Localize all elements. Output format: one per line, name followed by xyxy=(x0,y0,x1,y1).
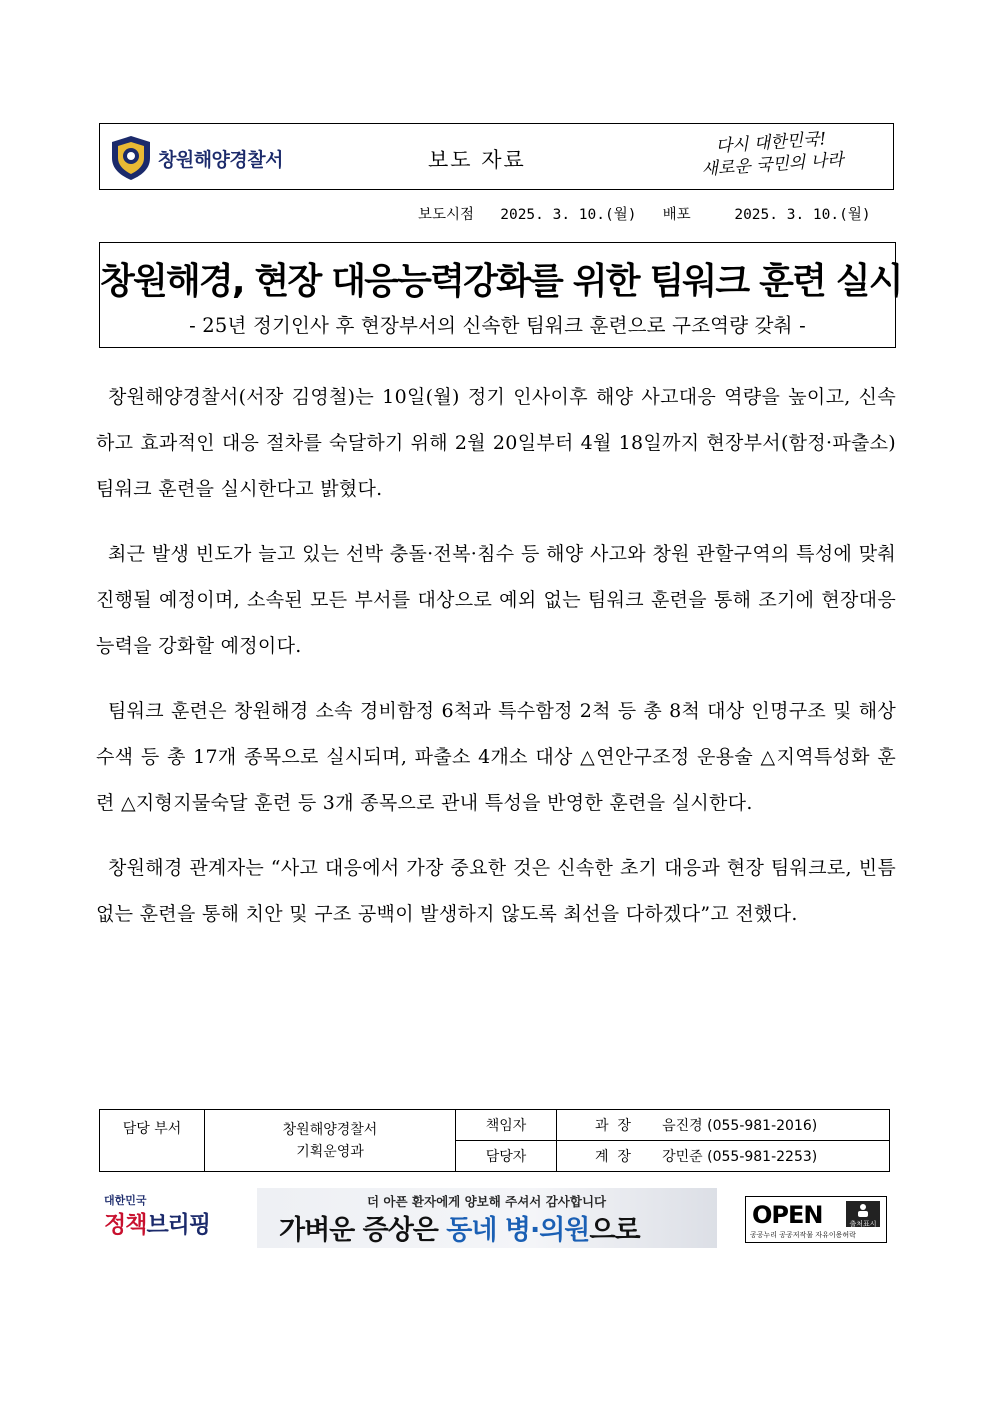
release-label: 보도시점 xyxy=(418,207,475,223)
doc-type: 보도 자료 xyxy=(428,148,526,172)
open-caption: 공공누리 공공저작물 자유이용허락 xyxy=(750,1231,856,1239)
contact-person xyxy=(557,1110,890,1141)
slogan-line-2: 새로운 국민의 나라 xyxy=(700,150,845,180)
contact-title: 과 장 xyxy=(595,1118,631,1134)
header-box xyxy=(99,123,894,190)
paragraph: 팀워크 훈련은 창원해경 소속 경비함정 6척과 특수함정 2척 등 총 8척 대상 인명구조 및 해상수색 등 총 17개 종목으로 실시되며, 파출소 4개소 대상 △연안구조정 운용술 △지역특성화 훈련 △지형지물숙달 훈련 등 3개 종목으로 관내 특성을 반영한 훈련을 실시한다. xyxy=(96,700,896,814)
paragraph: 최근 발생 빈도가 늘고 있는 선박 충돌·전복·침수 등 해양 사고와 창원 관할구역의 특성에 맞춰 진행될 예정이며, 소속된 모든 부서를 대상으로 예외 없는 팀워크 훈련을 통해 조기에 현장대응능력을 강화할 예정이다. xyxy=(96,543,896,657)
contact-person xyxy=(557,1141,890,1172)
table-row xyxy=(100,1110,890,1141)
slogan xyxy=(670,125,873,189)
page-title: 창원해경, 현장 대응능력강화를 위한 팀워크 훈련 실시 xyxy=(100,261,902,302)
person-icon xyxy=(856,1203,870,1217)
paragraph: 창원해경 관계자는 “사고 대응에서 가장 중요한 것은 신속한 초기 대응과 현장 팀워크로, 빈틈없는 훈련을 통해 치안 및 구조 공백이 발생하지 않도록 최선을 다하겠다”고 전했다. xyxy=(96,857,896,925)
release-dates xyxy=(418,203,871,224)
title-box xyxy=(99,242,902,348)
briefing-red: 정책 xyxy=(104,1212,147,1238)
banner-text-b: 으로 xyxy=(589,1215,640,1246)
org-logo xyxy=(110,136,283,180)
distribution-date: 2025. 3. 10.(월) xyxy=(734,207,871,223)
contact-title: 계 장 xyxy=(595,1149,631,1165)
contact-role: 책임자 xyxy=(456,1110,557,1141)
briefing-blue: 브리핑 xyxy=(146,1212,211,1238)
coast-guard-emblem-icon xyxy=(110,136,152,180)
org-name: 창원해양경찰서 xyxy=(158,148,283,171)
page-subtitle: - 25년 정기인사 후 현장부서의 신속한 팀워크 훈련으로 구조역량 갖춰 - xyxy=(189,314,806,337)
slogan-line-1: 다시 대한민국! xyxy=(715,129,827,157)
distribution-label: 배포 xyxy=(662,207,691,223)
contact-table xyxy=(99,1109,890,1172)
banner-text-a: 가벼운 증상은 xyxy=(279,1215,447,1246)
footer xyxy=(100,1188,890,1248)
open-word: OPEN xyxy=(752,1201,823,1229)
open-badge-label: 출처표시 xyxy=(849,1220,877,1228)
briefing-small: 대한민국 xyxy=(104,1194,147,1207)
contact-name: 음진경 (055-981-2016) xyxy=(662,1118,818,1134)
article-body xyxy=(96,374,896,956)
dept-org-line-1: 창원해양경찰서 xyxy=(282,1121,378,1138)
banner-line-2 xyxy=(279,1208,640,1247)
open-license-badge[interactable] xyxy=(745,1196,887,1243)
campaign-banner[interactable] xyxy=(257,1188,717,1248)
open-badge xyxy=(846,1201,880,1227)
dept-org xyxy=(205,1110,456,1172)
paragraph: 창원해양경찰서(서장 김영철)는 10일(월) 정기 인사이후 해양 사고대응 역량을 높이고, 신속하고 효과적인 대응 절차를 숙달하기 위해 2월 20일부터 4월 18일까지 현장부서(함정·파출소) 팀워크 훈련을 실시한다고 밝혔다. xyxy=(96,386,896,500)
contact-name: 강민준 (055-981-2253) xyxy=(662,1149,818,1165)
release-date: 2025. 3. 10.(월) xyxy=(500,207,637,223)
banner-line-1: 더 아픈 환자에게 양보해 주셔서 감사합니다 xyxy=(367,1194,607,1209)
dept-org-line-2: 기획운영과 xyxy=(296,1143,364,1160)
dept-label: 담당 부서 xyxy=(100,1110,205,1172)
banner-highlight: 동네 병·의원 xyxy=(446,1215,590,1246)
contact-role: 담당자 xyxy=(456,1141,557,1172)
policy-briefing-logo[interactable] xyxy=(104,1192,210,1239)
briefing-title xyxy=(104,1206,210,1239)
